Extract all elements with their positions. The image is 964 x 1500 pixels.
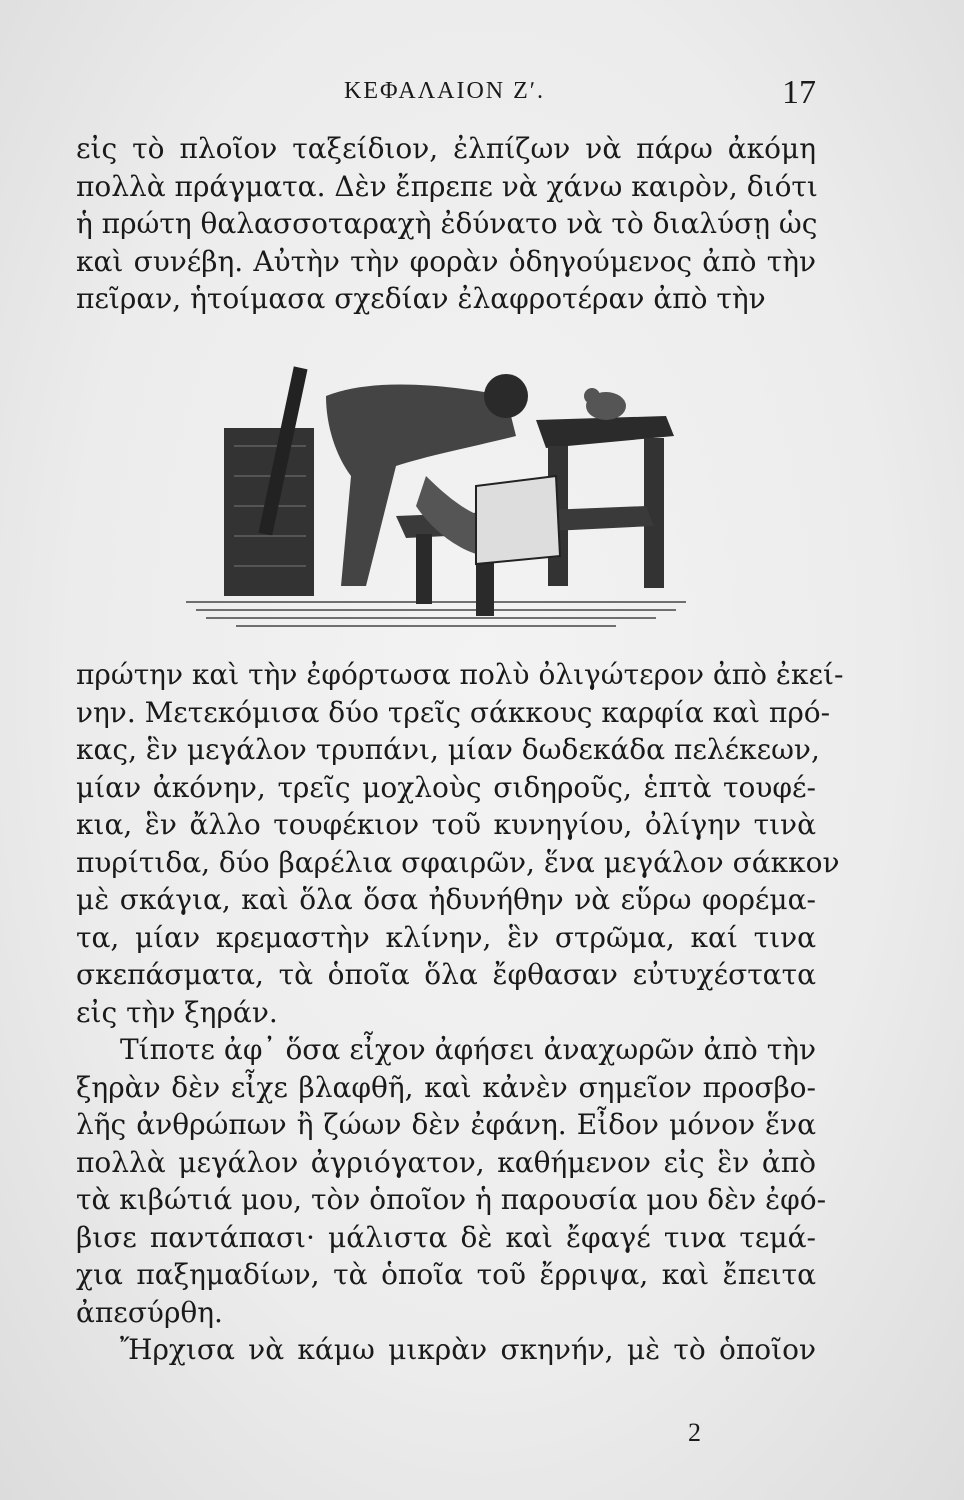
text-line: χια παξημαδίων, τὰ ὁποῖα τοῦ ἔρριψα, καὶ ἔπειτα [76, 1258, 816, 1291]
text-line: Τίποτε ἀφ᾽ ὅσα εἶχον ἀφήσει ἀναχωρῶν ἀπὸ τὴν [120, 1033, 816, 1066]
running-head: ΚΕΦΑΛΑΙΟΝ Ζʹ. [344, 78, 546, 104]
text-line: μὲ σκάγια, καὶ ὅλα ὅσα ἠδυνήθην νὰ εὕρω φορέμα- [76, 883, 816, 916]
text-line: λῆς ἀνθρώπων ἢ ζώων δὲν ἐφάνη. Εἶδον μόνον ἕνα [76, 1108, 816, 1141]
text-line: πεῖραν, ἡτοίμασα σχεδίαν ἐλαφροτέραν ἀπὸ τὴν [76, 282, 766, 315]
text-line: ξηρὰν δὲν εἶχε βλαφθῆ, καὶ κἀνὲν σημεῖον προσβο- [76, 1070, 816, 1104]
text-line: κια, ἓν ἄλλο τουφέκιον τοῦ κυνηγίου, ὀλίγην τινὰ [76, 808, 816, 841]
text-line: κας, ἓν μεγάλον τρυπάνι, μίαν δωδεκάδα πελέκεων, [76, 733, 820, 766]
woodcut-illustration [176, 356, 696, 640]
text-line: Ἤρχισα νὰ κάμω μικρὰν σκηνήν, μὲ τὸ ὁποῖον [120, 1333, 816, 1366]
text-line: σκεπάσματα, τὰ ὁποῖα ὅλα ἔφθασαν εὐτυχέστατα [76, 958, 816, 991]
text-line: εἰς τὴν ξηράν. [76, 995, 278, 1029]
text-line: μίαν ἀκόνην, τρεῖς μοχλοὺς σιδηροῦς, ἑπτὰ τουφέ- [76, 770, 816, 804]
text-line: καὶ συνέβη. Αὐτὴν τὴν φορὰν ὁδηγούμενος ἀπὸ τὴν [76, 244, 816, 278]
text-line: τὰ κιβώτιά μου, τὸν ὁποῖον ἡ παρουσία μου δὲν ἐφό- [76, 1183, 827, 1216]
text-line: τα, μίαν κρεμαστὴν κλίνην, ἓν στρῶμα, καί τινα [76, 920, 816, 954]
page-header [76, 74, 816, 114]
text-line: πολλὰ πράγματα. Δὲν ἔπρεπε νὰ χάνω καιρὸν, διότι [76, 169, 818, 203]
page-number: 17 [782, 74, 816, 111]
text-line: εἰς τὸ πλοῖον ταξείδιον, ἐλπίζων νὰ πάρω ἀκόμη [76, 132, 816, 165]
text-line: πυρίτιδα, δύο βαρέλια σφαιρῶν, ἕνα μεγάλον σάκκον [76, 845, 840, 879]
text-line: βισε παντάπασι· μάλιστα δὲ καὶ ἔφαγέ τινα τεμά- [76, 1220, 816, 1254]
paragraph-1 [76, 130, 816, 318]
paragraph-4 [76, 1331, 816, 1369]
text-line: νην. Μετεκόμισα δύο τρεῖς σάκκους καρφία καὶ πρό- [76, 695, 831, 729]
text-line: ἀπεσύρθη. [76, 1295, 223, 1329]
signature-mark: 2 [688, 1418, 701, 1447]
text-line: πρώτην καὶ τὴν ἐφόρτωσα πολὺ ὀλιγώτερον ἀπὸ ἐκεί- [76, 658, 844, 691]
paragraph-3 [76, 1031, 827, 1331]
text-line: ἡ πρώτη θαλασσοταραχὴ ἐδύνατο νὰ τὸ διαλύσῃ ὡς [76, 207, 818, 240]
paragraph-2 [76, 656, 844, 1031]
text-line: πολλὰ μεγάλον ἀγριόγατον, καθήμενον εἰς ἓν ἀπὸ [76, 1145, 816, 1179]
